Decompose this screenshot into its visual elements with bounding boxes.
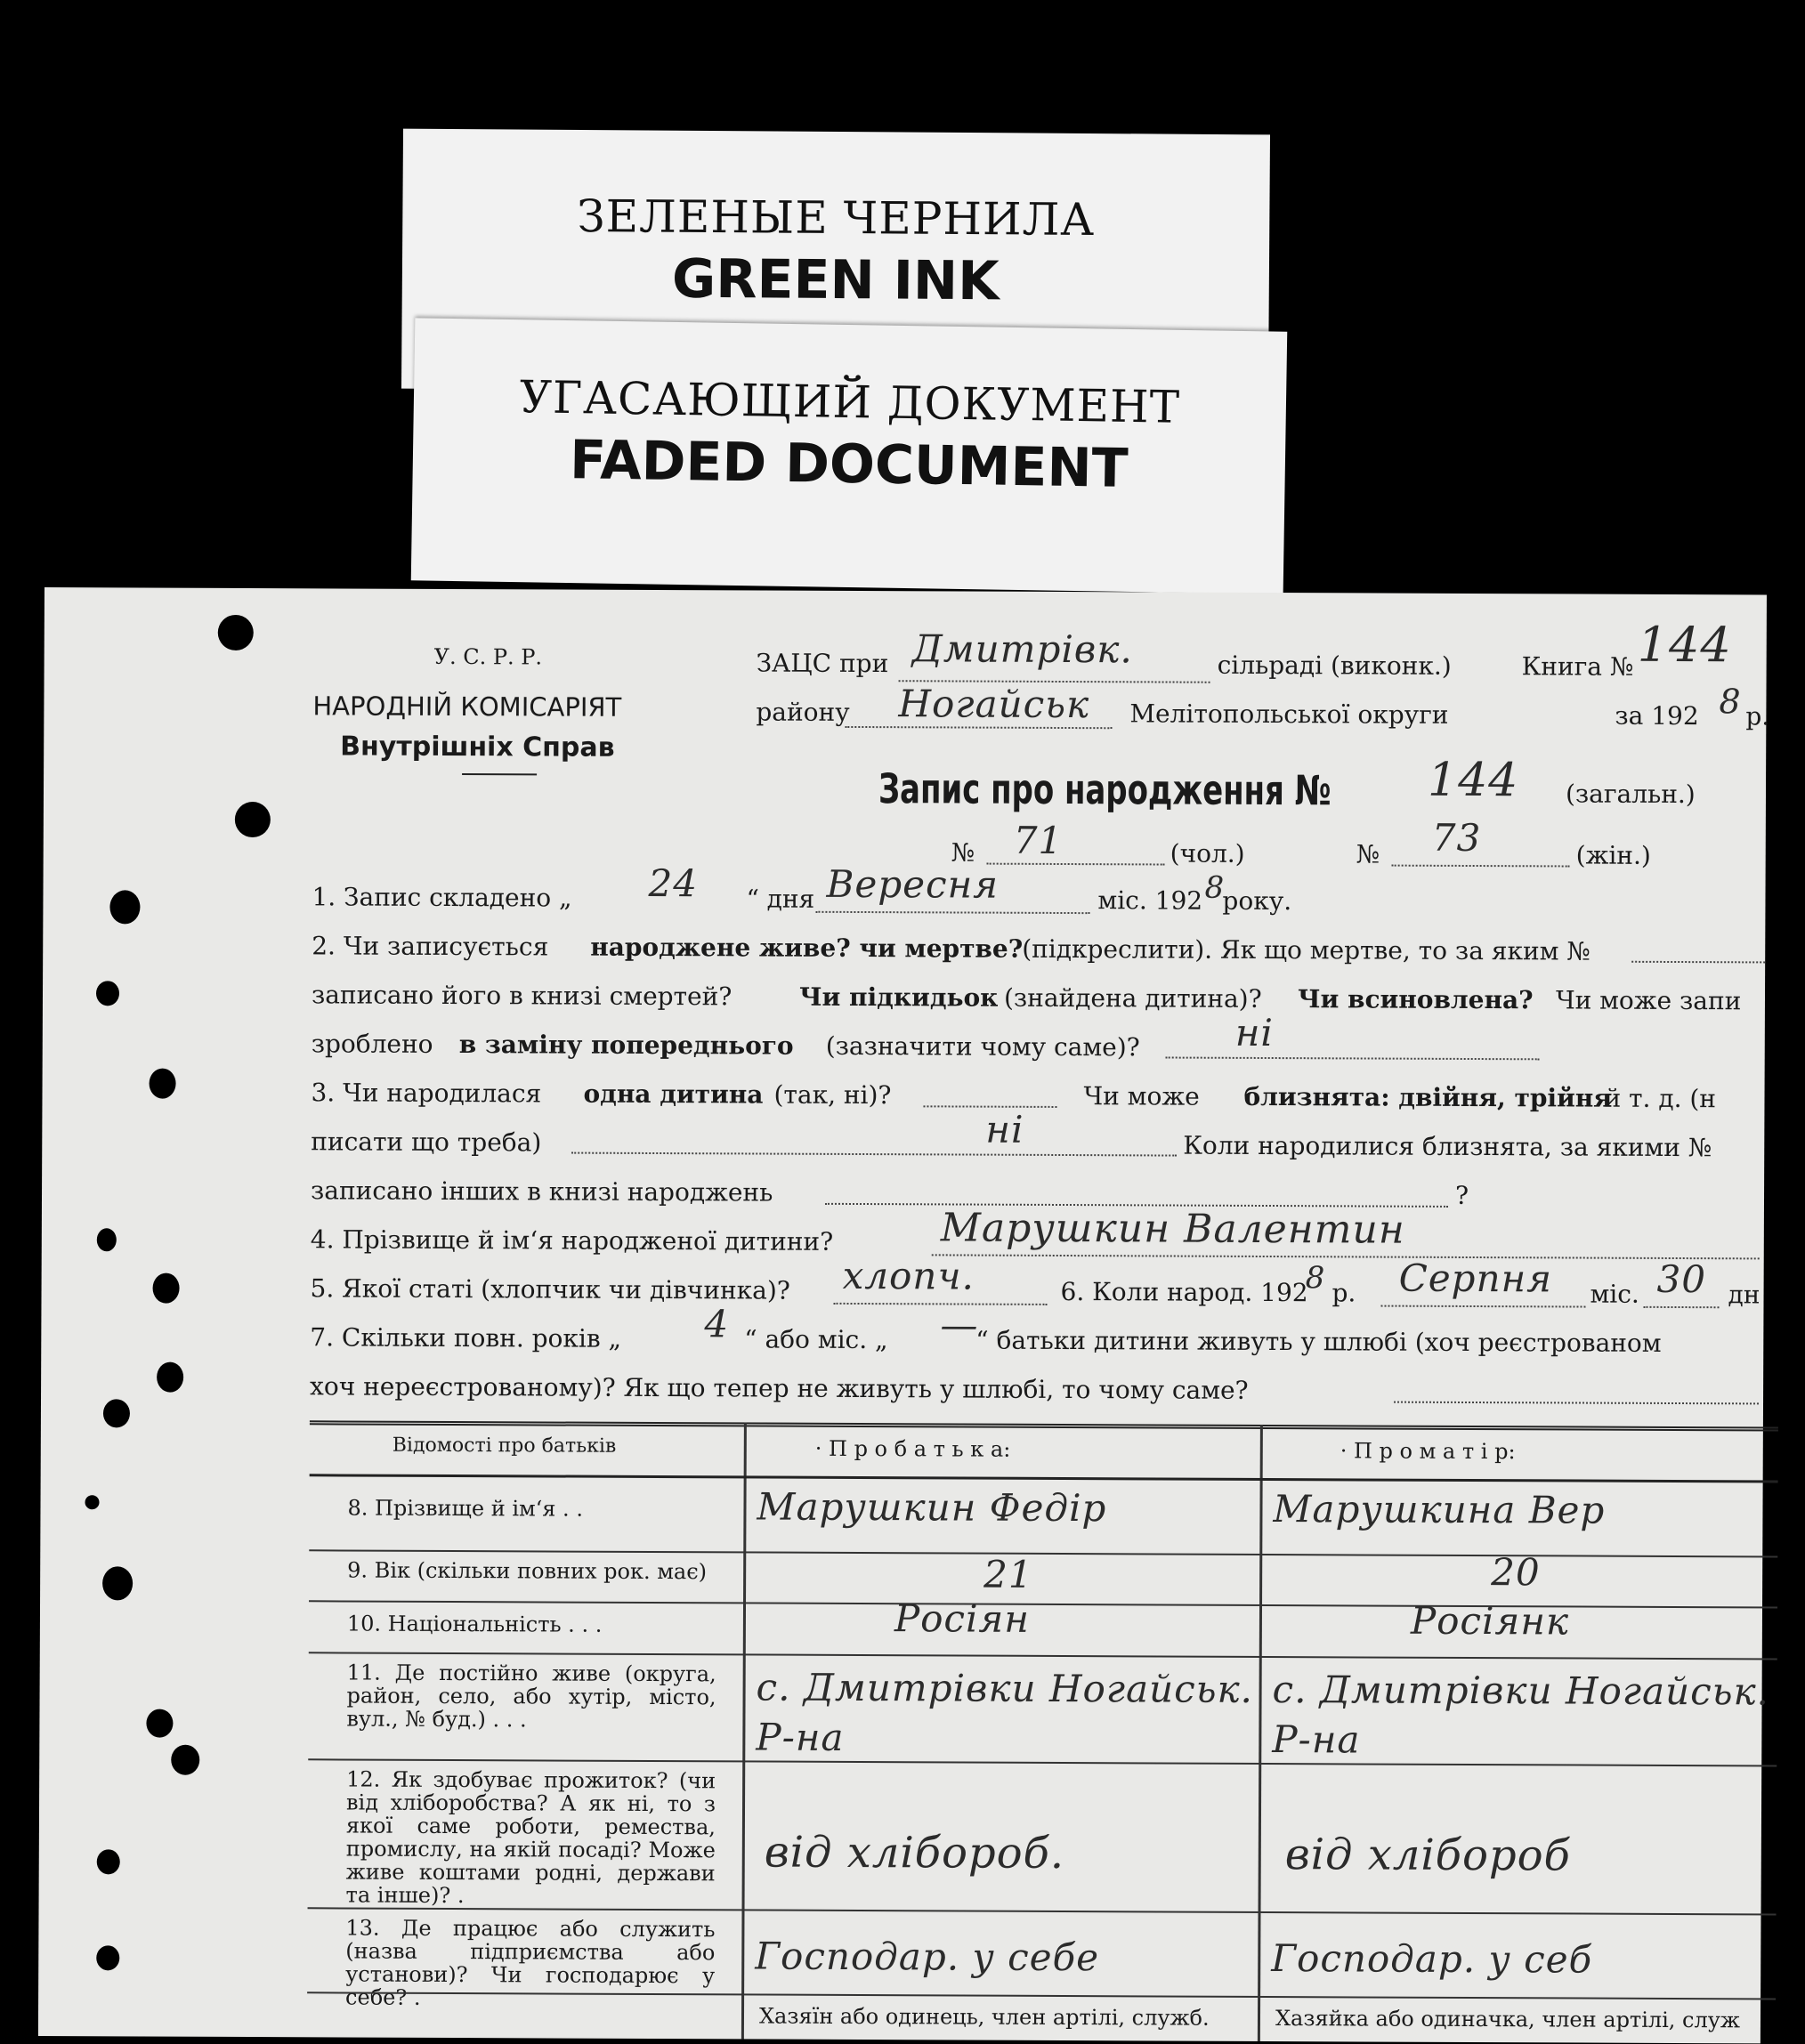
district-label: району [756, 697, 850, 727]
row10-mother-handwritten: Росіянк [1410, 1598, 1570, 1644]
item3-line1-f: й т. д. (н [1604, 1083, 1717, 1114]
record-number-handwritten: 144 [1427, 753, 1519, 808]
row10-label: 10. Національність . . . [346, 1611, 603, 1637]
item1-year-label: року. [1222, 885, 1292, 917]
commissariat-heading: НАРОДНІЙ КОМІСАРІЯТ [312, 691, 622, 723]
item4-answer-line [932, 1254, 1760, 1259]
item7-answer-line [1394, 1402, 1759, 1405]
item7-years-handwritten: 4 [704, 1302, 730, 1346]
zags-label: ЗАЦС при [756, 648, 889, 679]
department-heading: Внутрішніх Справ [340, 731, 615, 763]
male-label: (чол.) [1170, 838, 1245, 868]
item6-label: 6. Коли народ. 192 [1060, 1276, 1308, 1308]
district-field-line [845, 726, 1112, 729]
male-no-sign: № [951, 837, 975, 868]
table-header-father: · П р о б а т ь к а: [814, 1435, 1011, 1462]
item2-line2-d: Чи всиновлена? [1297, 984, 1534, 1015]
punch-hole [146, 1709, 173, 1738]
item2-line3-c: (зазначити чому саме)? [825, 1030, 1140, 1062]
female-number-handwritten: 73 [1431, 815, 1482, 860]
village-handwritten: Дмитрівк. [911, 626, 1133, 672]
faded-document-en: FADED DOCUMENT [569, 429, 1129, 500]
item3-answer-handwritten: ні [985, 1107, 1024, 1151]
row12-mother-handwritten: від хлібороб [1284, 1830, 1571, 1881]
total-label: (загальн.) [1565, 779, 1696, 810]
item3-line3-b: ? [1454, 1180, 1469, 1210]
punch-hole [157, 1362, 183, 1393]
row14-father-caption: Хазяїн або одинець, член артілі, служб. [758, 2003, 1210, 2031]
row11-label: 11. Де постійно живе (округа, район, село, або хутір, місто, вул., № буд.) . . . [346, 1660, 716, 1733]
punch-hole [149, 1069, 175, 1099]
item1-month-line [815, 911, 1089, 914]
birth-record-sheet [38, 587, 1770, 2043]
punch-hole [96, 981, 119, 1006]
punch-hole [97, 1849, 120, 1874]
table-col-divider-1 [741, 1422, 747, 2039]
male-number-handwritten: 71 [1013, 818, 1064, 862]
item5-answer-handwritten: хлопч. [842, 1253, 975, 1298]
item1-day-label: “ дня [746, 884, 815, 914]
faded-document-ru: УГАСАЮЩИЙ ДОКУМЕНТ [519, 371, 1181, 433]
row13-label: 13. Де працює або служить (назва підприємства або установи)? Чи господарює у себе? . [345, 1915, 716, 2010]
record-title: Запис про народження № [878, 764, 1331, 815]
item1-month-handwritten: Вересня [826, 861, 1000, 907]
table-header-info: Відомості про батьків [392, 1434, 617, 1458]
punch-hole [97, 1228, 117, 1251]
punch-hole [102, 1566, 133, 1600]
item2-answer-handwritten: ні [1234, 1010, 1275, 1055]
item3-answer-line [571, 1152, 1177, 1157]
item7-line2: хоч нереєстрованому)? Як що тепер не живуть у шлюбі, то чому саме? [310, 1371, 1249, 1405]
okrug-label: Мелітопольської округи [1129, 699, 1449, 730]
item2-answer-line [1166, 1057, 1540, 1061]
heading-rule [462, 773, 537, 775]
item1-month-label: міс. 192 [1097, 885, 1203, 916]
item2-line1-b: народжене живе? чи мертве? [590, 932, 1024, 964]
female-no-sign: № [1356, 839, 1380, 869]
item7-line1-b: “ або міс. „ [744, 1324, 888, 1355]
row14-mother-caption: Хазяйка або одиначка, член артілі, служ [1275, 2006, 1741, 2033]
table-col-divider-2 [1258, 1425, 1263, 2041]
punch-hole [96, 1945, 119, 1970]
punch-hole [103, 1399, 130, 1427]
punch-hole [85, 1495, 99, 1509]
item2-line2-e: Чи може запи [1555, 985, 1742, 1016]
punch-hole [218, 615, 254, 650]
item3-line1-a: 3. Чи народилася [311, 1078, 542, 1109]
item3-line1-d: Чи може [1083, 1081, 1200, 1111]
row13-mother-handwritten: Господар. у себ [1271, 1936, 1593, 1982]
row8-father-handwritten: Марушкин Федір [757, 1484, 1107, 1531]
row8-mother-handwritten: Марушкина Вер [1273, 1487, 1606, 1532]
item2-line2-a: записано його в книзі смертей? [311, 980, 733, 1012]
item7-line1-c: “ батьки дитини живуть у шлюбі (хоч реєстрованом [975, 1325, 1662, 1358]
row9-father-handwritten: 21 [983, 1552, 1033, 1596]
table-header-mother: · П р о м а т і р: [1340, 1438, 1516, 1465]
item4-label: 4. Прізвище й ім‘я народженої дитини? [310, 1224, 834, 1256]
item2-death-no-line [1631, 961, 1765, 964]
green-ink-en: GREEN INK [671, 247, 1000, 313]
row10-father-handwritten: Росіян [894, 1596, 1031, 1641]
item6-month-label: міс. [1590, 1279, 1639, 1309]
item2-line1-c: (підкреслити). Як що мертве, то за яким № [1022, 933, 1591, 966]
year-suffix: р. [1745, 701, 1770, 731]
faded-document-card [411, 318, 1288, 594]
female-label: (жін.) [1575, 840, 1651, 870]
item6-year-handwritten: 8 [1305, 1260, 1326, 1297]
item4-answer-handwritten: Марушкин Валентин [940, 1205, 1405, 1253]
item1-year-handwritten: 8 [1204, 869, 1226, 906]
row11-mother-handwritten: с. Дмитрівки Ногайськ. Р-на [1272, 1668, 1770, 1762]
item6-day-label: дн [1728, 1280, 1760, 1310]
usrr-heading: У. С. Р. Р. [433, 643, 543, 670]
book-label: Книга № [1521, 651, 1634, 682]
row-divider [309, 1652, 1777, 1660]
item1-day-handwritten: 24 [648, 860, 699, 906]
row13-father-handwritten: Господар. у себе [755, 1934, 1100, 1980]
row12-father-handwritten: від хлібороб. [764, 1827, 1065, 1879]
item3-line1-b: одна дитина [583, 1079, 764, 1110]
item6-day-line [1643, 1306, 1719, 1308]
item6-year-label: р. [1331, 1278, 1356, 1308]
table-header-rule [310, 1474, 1778, 1483]
punch-hole [235, 802, 271, 837]
item3-line2-b: Коли народилися близнята, за якими № [1183, 1130, 1712, 1163]
item1-label: 1. Запис складено „ [312, 882, 572, 913]
green-ink-ru: ЗЕЛЕНЫЕ ЧЕРНИЛА [577, 190, 1096, 246]
row12-label: 12. Як здобуває прожиток? (чи від хліборобства? А як ні, то з якої саме роботи, ремества, промислу, на якій посаді? Може живе коштами родні, держави та інше)? . [345, 1766, 716, 1909]
item2-line2-c: (знайдена дитина)? [1003, 982, 1262, 1014]
item6-day-handwritten: 30 [1656, 1256, 1707, 1302]
row9-label: 9. Вік (скільки повних рок. має) [347, 1557, 708, 1585]
row11-father-handwritten: с. Дмитрівки Ногайськ. Р-на [756, 1665, 1254, 1759]
item5-label: 5. Якої статі (хлопчик чи дівчинка)? [310, 1273, 790, 1305]
item3-line2-a: писати що треба) [311, 1127, 542, 1158]
item7-months-handwritten: — [940, 1303, 979, 1347]
item6-month-line [1380, 1305, 1585, 1308]
book-number-handwritten: 144 [1637, 616, 1732, 674]
district-handwritten: Ногайськ [898, 682, 1090, 727]
row-divider [309, 1549, 1777, 1557]
council-label: сільраді (виконк.) [1217, 650, 1452, 681]
row8-label: 8. Прізвище й ім‘я . . [347, 1495, 584, 1522]
item2-line2-b: Чи підкидьок [798, 982, 999, 1013]
row9-mother-handwritten: 20 [1491, 1550, 1541, 1595]
table-top-border [310, 1420, 1778, 1431]
row-divider [308, 1907, 1777, 1915]
year-digit-handwritten: 8 [1719, 682, 1742, 722]
item2-line1-a: 2. Чи записується [312, 931, 549, 962]
punch-hole [152, 1273, 179, 1304]
punch-hole [171, 1745, 199, 1775]
item3-line1-e: близнята: двійня, трійня [1243, 1081, 1613, 1113]
item2-line3-a: зроблено [311, 1029, 433, 1059]
item6-month-handwritten: Серпня [1398, 1256, 1553, 1301]
female-number-line [1392, 865, 1570, 868]
item3-line3-a: записано інших в книзі народжень [310, 1176, 773, 1208]
item7-line1-a: 7. Скільки повн. років „ [310, 1322, 622, 1353]
year-label: за 192 [1615, 700, 1699, 731]
item2-line3-b: в заміну попереднього [458, 1030, 794, 1061]
punch-hole [109, 890, 140, 924]
male-number-line [987, 863, 1165, 866]
item3-line1-c: (так, ні)? [773, 1079, 892, 1111]
